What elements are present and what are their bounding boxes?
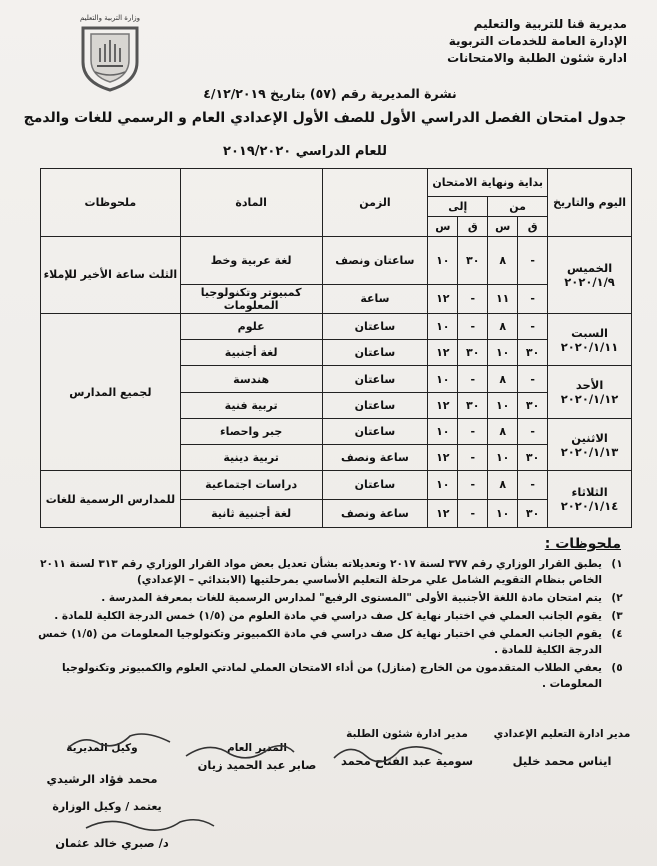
day-date: ٢٠٢٠/١/١٢ — [560, 392, 619, 407]
signature-name: سومية عبد الفتاح محمد — [340, 754, 474, 768]
subject: علوم — [180, 314, 322, 340]
to-s: ١٠ — [428, 314, 458, 340]
bulletin-number: نشرة المديرية رقم (٥٧) بتاريخ ٤/١٢/٢٠١٩ — [203, 86, 457, 101]
from-s: ٨ — [488, 236, 518, 284]
from-q: - — [518, 236, 548, 284]
note-number: ٤) — [611, 628, 623, 640]
duration: ساعتان — [322, 392, 428, 418]
organization-header — [427, 16, 627, 67]
subject: هندسة — [180, 366, 322, 392]
note-number: ٥) — [611, 662, 623, 674]
to-s: ١٠ — [428, 366, 458, 392]
page-title: جدول امتحان الفصل الدراسي الأول للصف الأول الإعدادي العام و الرسمي للغات والدمج — [23, 110, 627, 126]
table-row — [41, 314, 632, 340]
table-row — [41, 236, 632, 284]
day-cell — [548, 236, 632, 313]
duration: ساعة ونصف — [322, 499, 428, 527]
day-date: ٢٠٢٠/١/١٣ — [560, 444, 619, 459]
signature-title: مدير ادارة التعليم الإعدادي — [493, 728, 631, 740]
to-s: ١٢ — [428, 284, 458, 313]
header-duration: الزمن — [322, 169, 428, 237]
signature-scribble — [330, 738, 450, 766]
day-cell — [548, 314, 632, 366]
remark: الثلث ساعة الأخير للإملاء — [41, 236, 181, 313]
to-q: ٣٠ — [458, 392, 488, 418]
from-s: ١٠ — [488, 499, 518, 527]
duration: ساعتان — [322, 340, 428, 366]
to-q: ٣٠ — [458, 236, 488, 284]
from-s: ١٠ — [488, 445, 518, 471]
signature-name: صابر عبد الحميد زيان — [197, 758, 317, 772]
day-cell — [548, 366, 632, 418]
subject: لغة أجنبية ثانية — [180, 499, 322, 527]
from-s: ١٠ — [488, 340, 518, 366]
signature-title: وكيل المديرية — [66, 742, 138, 754]
note-text: يقوم الجانب العملي في اختبار نهاية كل صف دراسي في مادة العلوم من (١/٥) خمس الدرجة الكلية للمادة . — [54, 610, 602, 622]
logo-caption: وزارة التربية والتعليم — [79, 14, 141, 22]
subject: كمبيوتر وتكنولوجيا المعلومات — [180, 284, 322, 313]
approval-line: يعتمد / وكيل الوزارة — [52, 800, 162, 813]
subject: تربية فنية — [180, 392, 322, 418]
from-s: ٨ — [488, 314, 518, 340]
day-name: السبت — [571, 325, 608, 340]
day-date: ٢٠٢٠/١/١١ — [560, 339, 619, 354]
to-s: ١٠ — [428, 471, 458, 499]
note-text: يطبق القرار الوزاري رقم ٣٧٧ لسنة ٢٠١٧ وتعديلاته بشأن تعديل بعض مواد القرار الوزاري رقم ٣١٣ لسنة ٢٠١١ الخاص بنظام التقويم الشامل علي مرحلة التعليم الأساسي بمرحلتيها (الابتدائي – الإعدادي) — [40, 558, 602, 586]
note-item — [28, 608, 628, 624]
note-text: يتم امتحان مادة اللغة الأجنبية الأولى "المستوى الرفيع" لمدارس الرسمية للغات بمعرفة المدرسة . — [101, 592, 602, 604]
academic-year: للعام الدراسي ٢٠١٩/٢٠٢٠ — [223, 144, 387, 159]
duration: ساعتان ونصف — [322, 236, 428, 284]
signature-scribble — [180, 738, 300, 764]
day-date: ٢٠٢٠/١/١٤ — [560, 499, 619, 514]
to-q: - — [458, 284, 488, 313]
header-notes: ملحوظات — [41, 169, 181, 237]
remark: للمدارس الرسمية للغات — [41, 471, 181, 528]
signature-title: مدير ادارة شئون الطلبة — [346, 728, 468, 740]
from-q: - — [518, 471, 548, 499]
to-q: - — [458, 499, 488, 527]
from-q: ٣٠ — [518, 392, 548, 418]
signature-name: ايناس محمد خليل — [512, 754, 612, 768]
signature-title: المدير العام — [227, 742, 287, 754]
org-line: مديرية قنا للتربية والتعليم — [473, 17, 627, 31]
header-start-end: بداية ونهاية الامتحان — [428, 169, 548, 197]
subject: جبر واحصاء — [180, 418, 322, 444]
note-item — [28, 556, 628, 588]
from-q: ٣٠ — [518, 340, 548, 366]
day-name: الاثنين — [571, 430, 608, 445]
duration: ساعتان — [322, 314, 428, 340]
day-name: الثلاثاء — [571, 485, 608, 500]
from-s: ٨ — [488, 471, 518, 499]
to-q: ٣٠ — [458, 340, 488, 366]
notes-list — [28, 556, 628, 694]
org-line: الإدارة العامة للخدمات التربوية — [448, 34, 627, 48]
header-day-date: اليوم والتاريخ — [548, 169, 632, 237]
signature-name: محمد فؤاد الرشيدي — [46, 772, 158, 786]
ministry-logo — [70, 14, 150, 100]
note-item — [28, 660, 628, 692]
from-q: - — [518, 418, 548, 444]
header-to: إلى — [428, 197, 488, 217]
org-line: ادارة شئون الطلبة والامتحانات — [447, 51, 627, 65]
emblem-icon — [75, 22, 145, 92]
day-cell — [548, 471, 632, 528]
header-from-s: س — [488, 217, 518, 237]
from-q: - — [518, 314, 548, 340]
note-number: ٢) — [611, 592, 623, 604]
remark: لجميع المدارس — [41, 314, 181, 471]
header-subject: المادة — [180, 169, 322, 237]
day-name: الأحد — [575, 378, 604, 393]
subject: لغة عربية وخط — [180, 236, 322, 284]
from-s: ٨ — [488, 366, 518, 392]
note-text: يقوم الجانب العملي في اختبار نهاية كل صف دراسي في مادة الكمبيوتر وتكنولوجيا المعلومات من (١/٥) خمس الدرجة الكلية للمادة . — [38, 628, 602, 656]
to-q: - — [458, 314, 488, 340]
to-s: ١٢ — [428, 340, 458, 366]
signature-scribble — [80, 814, 220, 838]
to-q: - — [458, 471, 488, 499]
header-from-q: ق — [518, 217, 548, 237]
day-date: ٢٠٢٠/١/٩ — [564, 274, 615, 289]
note-number: ١) — [611, 558, 623, 570]
duration: ساعة ونصف — [322, 445, 428, 471]
note-text: يعفي الطلاب المتقدمون من الخارج (منازل) من أداء الامتحان العملي لمادتي العلوم والكمبيوتر وتكنولوجيا المعلومات . — [61, 662, 602, 690]
to-q: - — [458, 445, 488, 471]
from-s: ١١ — [488, 284, 518, 313]
header-to-q: ق — [458, 217, 488, 237]
to-s: ١٠ — [428, 236, 458, 284]
note-item — [28, 590, 628, 606]
subject: دراسات اجتماعية — [180, 471, 322, 499]
duration: ساعتان — [322, 366, 428, 392]
to-s: ١٢ — [428, 445, 458, 471]
signature-block — [487, 728, 637, 768]
day-name: الخميس — [566, 260, 613, 275]
to-q: - — [458, 418, 488, 444]
duration: ساعتان — [322, 418, 428, 444]
day-cell — [548, 418, 632, 470]
subject: تربية دينية — [180, 445, 322, 471]
header-to-s: س — [428, 217, 458, 237]
to-q: - — [458, 366, 488, 392]
exam-schedule-table — [40, 168, 632, 528]
to-s: ١٢ — [428, 392, 458, 418]
from-q: ٣٠ — [518, 499, 548, 527]
note-item — [28, 626, 628, 658]
subject: لغة أجنبية — [180, 340, 322, 366]
duration: ساعتان — [322, 471, 428, 499]
from-q: ٣٠ — [518, 445, 548, 471]
header-from: من — [488, 197, 548, 217]
to-s: ١٠ — [428, 418, 458, 444]
note-number: ٣) — [611, 610, 623, 622]
table-row — [41, 471, 632, 499]
approval-name: د/ صبري خالد عثمان — [55, 836, 169, 850]
notes-heading: ملحوظات : — [544, 536, 621, 552]
from-q: - — [518, 284, 548, 313]
to-s: ١٢ — [428, 499, 458, 527]
duration: ساعة — [322, 284, 428, 313]
from-q: - — [518, 366, 548, 392]
from-s: ٨ — [488, 418, 518, 444]
from-s: ١٠ — [488, 392, 518, 418]
signature-scribble — [60, 728, 180, 754]
